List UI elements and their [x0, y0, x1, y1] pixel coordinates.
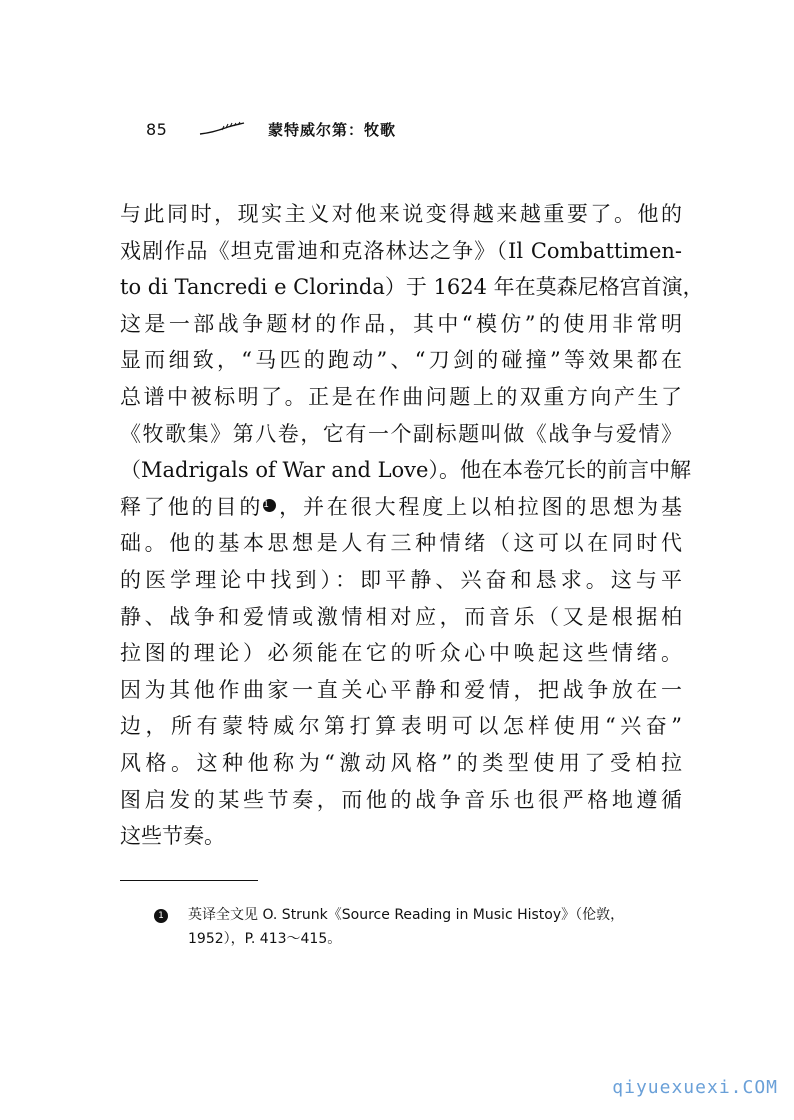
body-line: （Madrigals of War and Love）。他在本卷冗长的前言中解	[120, 458, 691, 483]
body-line: 拉图的理论）必须能在它的听众心中唤起这些情绪。	[120, 641, 682, 666]
footnote-number-marker: 1	[154, 909, 168, 923]
body-line: 静、战争和爱情或激情相对应，而音乐（又是根据柏	[120, 604, 682, 629]
footnote-line: 1952），P. 413～415。	[188, 931, 342, 947]
footnote-divider	[120, 880, 258, 881]
body-line: 总谱中被标明了。正是在作曲问题上的双重方向产生了	[120, 384, 682, 409]
body-text	[120, 196, 704, 855]
footnote-reference-marker[interactable]: 1	[263, 499, 276, 512]
body-line: 显而细致，“马匹的跑动”、“刀剑的碰撞”等效果都在	[120, 348, 682, 373]
page-header	[146, 116, 396, 142]
body-line: 风格。这种他称为“激动风格”的类型使用了受柏拉	[120, 750, 682, 775]
body-line: 《牧歌集》第八卷，它有一个副标题叫做《战争与爱情》	[120, 421, 682, 446]
body-line-with-footnote	[120, 489, 682, 526]
body-line: 戏剧作品《坦克雷迪和克洛林达之争》（Il Combattimen-	[120, 238, 682, 263]
body-line: 这些节奏。	[120, 824, 225, 849]
body-line: 的医学理论中找到）：即平静、兴奋和恳求。这与平	[120, 567, 682, 592]
body-line-part: 释了他的目的	[120, 494, 264, 519]
body-line: 因为其他作曲家一直关心平静和爱情，把战争放在一	[120, 677, 682, 702]
body-line: to di Tancredi e Clorinda）于 1624 年在莫森尼格宫首演，	[120, 275, 704, 300]
body-line: 与此同时，现实主义对他来说变得越来越重要了。他的	[120, 202, 682, 226]
footnote	[154, 903, 694, 951]
body-line-part: ，并在很大程度上以柏拉图的思想为基	[276, 494, 682, 519]
body-line: 边，所有蒙特威尔第打算表明可以怎样使用“兴奋”	[120, 714, 682, 739]
page-number: 85	[146, 119, 168, 139]
body-line: 这是一部战争题材的作品，其中“模仿”的使用非常明	[120, 311, 682, 336]
flourish-ornament-icon	[198, 121, 246, 137]
site-watermark: qiyuexuexi.COM	[612, 1077, 778, 1098]
body-line: 础。他的基本思想是人有三种情绪（这可以在同时代	[120, 531, 682, 556]
running-title: 蒙特威尔第：牧歌	[268, 120, 397, 139]
footnote-line: 英译全文见 O. Strunk《Source Reading in Music Histoy》（伦敦，	[188, 907, 625, 923]
body-line: 图启发的某些节奏，而他的战争音乐也很严格地遵循	[120, 787, 682, 812]
